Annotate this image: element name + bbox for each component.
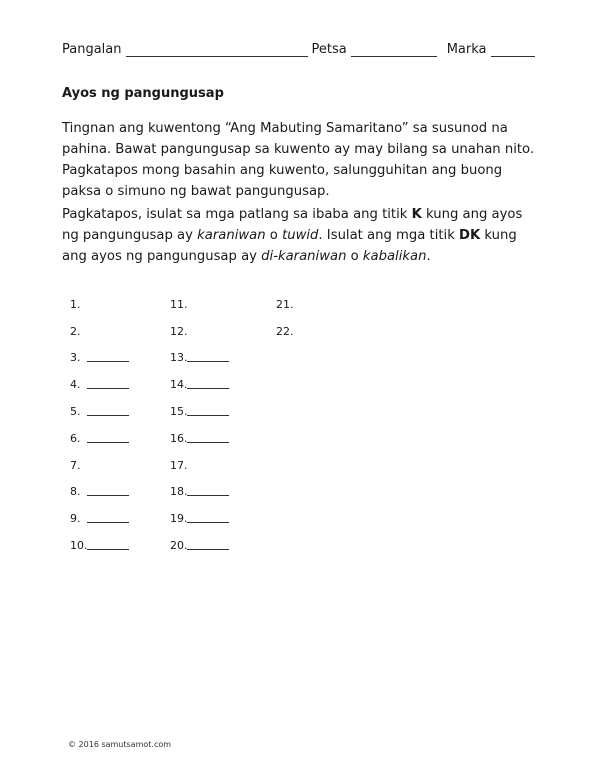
answer-item xyxy=(170,371,229,398)
grade-label: Marka xyxy=(446,42,487,57)
item-number: 19. xyxy=(170,512,188,526)
item-number: 20. xyxy=(170,539,188,553)
text: Pagkatapos, isulat sa mga patlang sa ibaba ang titik xyxy=(62,207,412,222)
answer-blank[interactable] xyxy=(87,380,129,389)
copyright-footer: © 2016 samutsamot.com xyxy=(68,740,172,749)
answer-blank[interactable] xyxy=(87,541,129,550)
text: kung ang ayos ng pangungusap ay xyxy=(62,207,523,243)
item-number: 18. xyxy=(170,485,188,499)
answer-item xyxy=(70,398,129,425)
item-number: 6. xyxy=(70,431,81,445)
answer-item xyxy=(170,291,229,318)
answer-blank[interactable] xyxy=(187,434,229,443)
item-number: 10. xyxy=(70,539,88,553)
term-di-karaniwan: di-karaniwan xyxy=(261,249,347,264)
answer-blank[interactable] xyxy=(187,487,229,496)
answer-blank[interactable] xyxy=(187,380,229,389)
date-field[interactable] xyxy=(351,45,437,57)
answer-blank[interactable] xyxy=(187,407,229,416)
answer-item xyxy=(170,505,229,532)
text: . Isulat ang mga titik xyxy=(318,228,460,243)
letters-dk: DK xyxy=(459,228,481,243)
item-number: 3. xyxy=(70,351,81,365)
answer-item xyxy=(70,318,129,345)
answer-blank[interactable] xyxy=(87,353,129,362)
answer-item xyxy=(70,291,129,318)
answer-item xyxy=(70,425,129,452)
answer-item xyxy=(70,505,129,532)
item-number: 13. xyxy=(170,351,188,365)
item-number: 17. xyxy=(170,458,188,472)
answer-blank[interactable] xyxy=(187,514,229,523)
item-number: 15. xyxy=(170,405,188,419)
name-label: Pangalan xyxy=(62,42,122,57)
answer-blank[interactable] xyxy=(87,407,129,416)
item-number: 14. xyxy=(170,378,188,392)
term-tuwid: tuwid xyxy=(282,228,319,243)
item-number: 5. xyxy=(70,405,81,419)
answer-item xyxy=(170,345,229,372)
answer-item xyxy=(170,425,229,452)
answer-column-1 xyxy=(70,291,129,559)
header xyxy=(62,42,552,57)
answer-item xyxy=(70,345,129,372)
item-number: 22. xyxy=(276,324,294,338)
answer-blank[interactable] xyxy=(87,487,129,496)
answer-item xyxy=(70,371,129,398)
answer-blank[interactable] xyxy=(187,353,229,362)
worksheet-title: Ayos ng pangungusap xyxy=(62,86,224,101)
answer-blank[interactable] xyxy=(87,514,129,523)
item-number: 12. xyxy=(170,324,188,338)
answer-blank[interactable] xyxy=(87,434,129,443)
term-kabalikan: kabalikan xyxy=(362,249,427,264)
letter-k: K xyxy=(411,207,422,222)
item-number: 2. xyxy=(70,324,81,338)
item-number: 4. xyxy=(70,378,81,392)
text: kung ang ayos ng pangungusap ay xyxy=(62,228,517,264)
item-number: 7. xyxy=(70,458,81,472)
answer-item xyxy=(170,398,229,425)
grade-field[interactable] xyxy=(491,45,535,57)
item-number: 21. xyxy=(276,297,294,311)
answer-item xyxy=(170,318,229,345)
text: . xyxy=(426,249,431,264)
answer-item xyxy=(70,479,129,506)
answer-item xyxy=(276,318,293,345)
answer-item xyxy=(70,452,129,479)
item-number: 9. xyxy=(70,512,81,526)
answer-blank[interactable] xyxy=(187,541,229,550)
answer-item xyxy=(170,452,229,479)
answer-item xyxy=(70,532,129,559)
term-karaniwan: karaniwan xyxy=(197,228,266,243)
instruction-paragraph-1: Tingnan ang kuwentong “Ang Mabuting Samaritano” sa susunod na pahina. Bawat pangungusap sa kuwento ay may bilang sa unahan nito. Pagkatapos mong basahin ang kuwento, salungguhitan ang buong paksa o simuno ng bawat pangungusap. xyxy=(62,121,535,199)
instruction-paragraph-2 xyxy=(62,204,542,267)
answer-column-2 xyxy=(170,291,229,559)
answer-item xyxy=(170,479,229,506)
name-field[interactable] xyxy=(126,45,308,57)
item-number: 16. xyxy=(170,431,188,445)
answer-item xyxy=(170,532,229,559)
text: o xyxy=(346,249,363,264)
date-label: Petsa xyxy=(311,42,347,57)
item-number: 11. xyxy=(170,297,188,311)
answer-item xyxy=(276,291,293,318)
answer-column-3 xyxy=(276,291,293,345)
item-number: 1. xyxy=(70,297,81,311)
text: o xyxy=(265,228,283,243)
item-number: 8. xyxy=(70,485,81,499)
